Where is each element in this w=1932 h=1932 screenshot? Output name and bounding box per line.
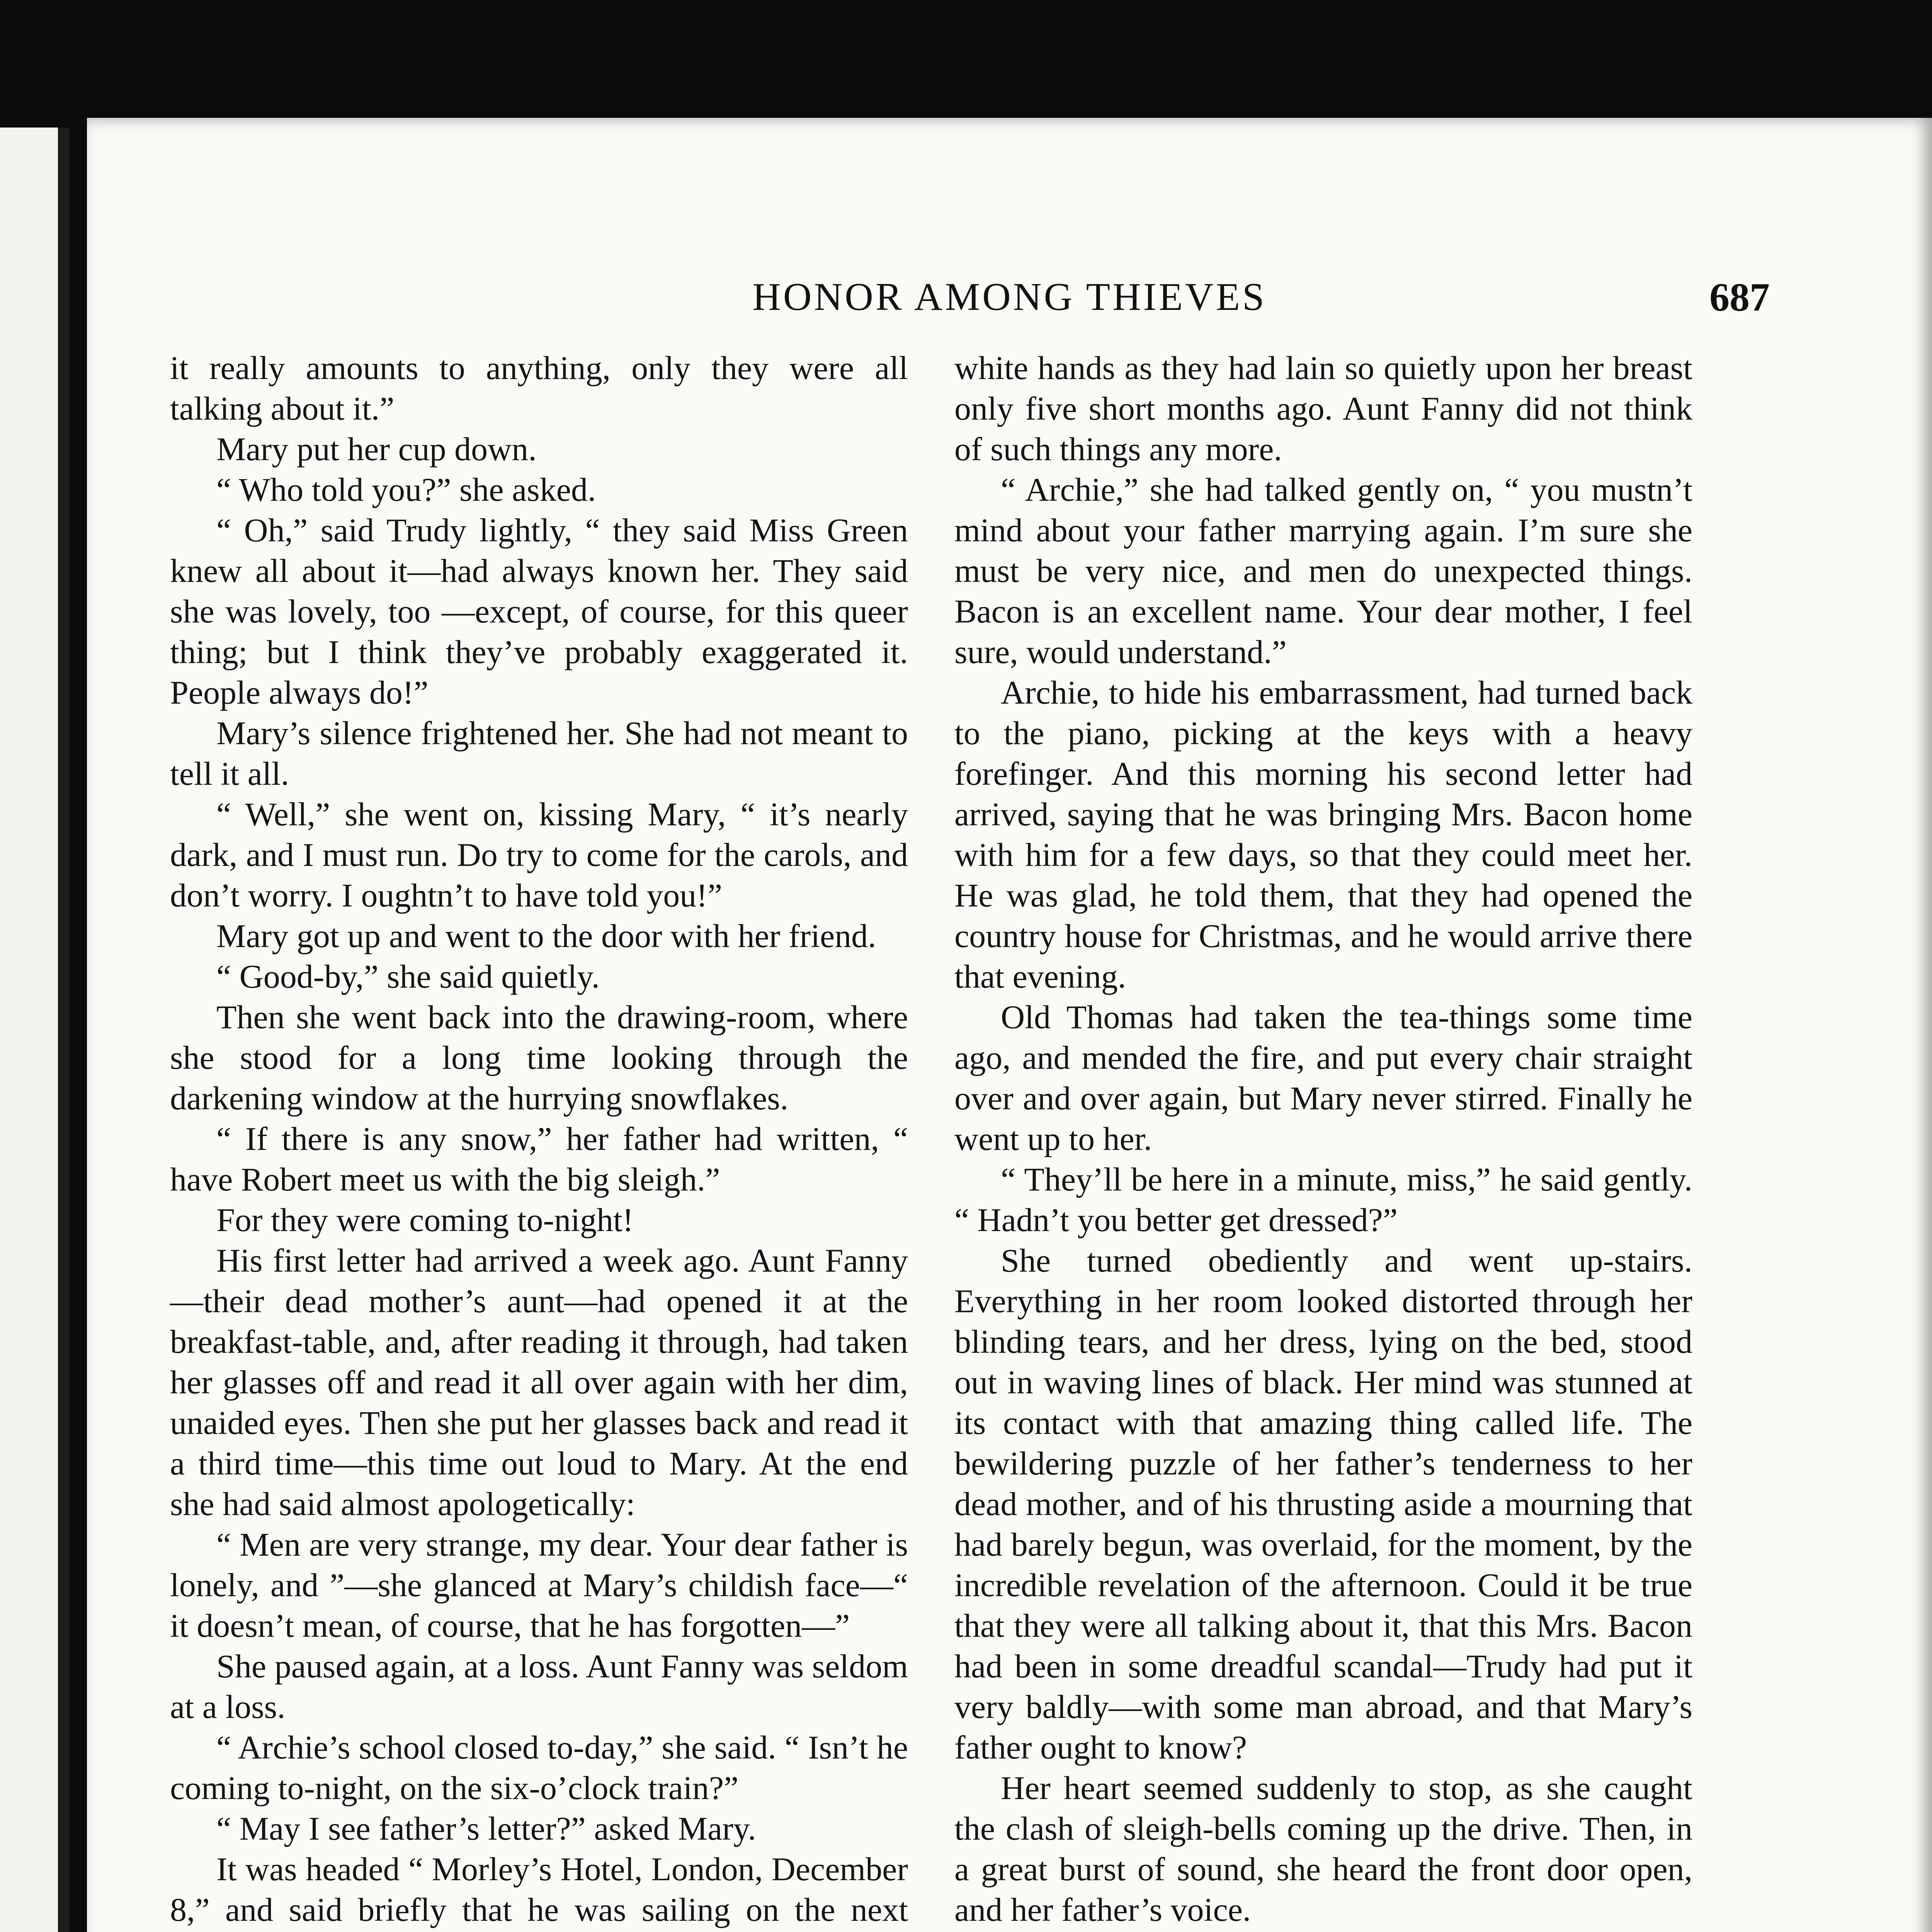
- paragraph: She paused again, at a loss. Aunt Fanny was seldom at a loss.: [170, 1648, 908, 1725]
- page-header: [87, 274, 1932, 332]
- running-title: HONOR AMONG THIEVES: [752, 275, 1267, 319]
- paragraph: Mary’s silence frightened her. She had not meant to tell it all.: [170, 714, 908, 792]
- paragraph: Mary put her cup down.: [216, 430, 537, 468]
- paragraph: “ If there is any snow,” her father had written, “ have Robert meet us with the big sleigh.”: [170, 1120, 908, 1198]
- paragraph: She turned obediently and went up-stairs. Everything in her room looked distorted through her blinding tears, and her dress, lying on the bed, stood out in waving lines of black. Her mind was stunned at its contact with that amazing thing called life. The bewildering puzzle of her father’s tenderness to her dead mother, and of his thrusting aside a mourning that had barely begun, was overlaid, for the moment, by the incredible revelation of the afternoon. Could it be true that they were all talking about it, that this Mrs. Bacon had been in some dreadful scandal—Trudy had put it very baldly—with some man abroad, and that Mary’s father ought to know?: [954, 1242, 1692, 1766]
- right-column: [954, 348, 1692, 1932]
- paragraph: Old Thomas had taken the tea-things some time ago, and mended the fire, and put every chair straight over and over again, but Mary never stirred. Finally he went up to her.: [954, 998, 1692, 1157]
- paragraph: “ Archie,” she had talked gently on, “ you mustn’t mind about your father marrying again. I’m sure she must be very nice, and men do unexpected things. Bacon is an excellent name. Your dear mother, I feel sure, would understand.”: [954, 471, 1692, 670]
- paragraph: It was headed “ Morley’s Hotel, London, December 8,” and said briefly that he was sailing on the next: [170, 1850, 908, 1928]
- paragraph: For they were coming to-night!: [216, 1201, 634, 1238]
- paragraph: His first letter had arrived a week ago. Aunt Fanny—their dead mother’s aunt—had opened it at the breakfast-table, and, after reading it through, had taken her glasses off and read it all over again with her dim, unaided eyes. Then she put her glasses back and read it a third time—this time out loud to Mary. At the end she had said almost apologetically:: [170, 1242, 908, 1522]
- paragraph: “ Well,” she went on, kissing Mary, “ it’s nearly dark, and I must run. Do try to come for the carols, and don’t worry. I oughtn’t to have told you!”: [170, 796, 908, 914]
- paragraph: Mary got up and went to the door with her friend.: [216, 917, 876, 954]
- paragraph: Archie, to hide his embarrassment, had turned back to the piano, picking at the keys with a heavy forefinger. And this morning his second letter had arrived, saying that he was bringing Mrs. Bacon home with him for a few days, so that they could meet her. He was glad, he told them, that they had opened the country house for Christmas, and he would arrive there that evening.: [954, 674, 1692, 995]
- paragraph: [954, 1930, 1692, 1932]
- paragraph: “ May I see father’s letter?” asked Mary.: [216, 1810, 756, 1847]
- paragraph: white hands as they had lain so quietly upon her breast only five short months ago. Aunt Fanny did not think of such things any more.: [954, 349, 1692, 468]
- page-number: 687: [1709, 275, 1770, 320]
- right-column-before-section: [954, 348, 1692, 1932]
- paragraph: “ Oh,” said Trudy lightly, “ they said Miss Green knew all about it—had always known her. They said she was lovely, too —except, of course, for this queer thing; but I think they’ve probably exaggerated it. People always do!”: [170, 512, 908, 711]
- paragraph: “ Good-by,” she said quietly.: [216, 958, 600, 995]
- paragraph: “ Who told you?” she asked.: [216, 471, 596, 508]
- facing-page-edge: [0, 128, 70, 1932]
- paragraph: it really amounts to anything, only they were all talking about it.”: [170, 349, 908, 427]
- paragraph: “ Men are very strange, my dear. Your dear father is lonely, and ”—she glanced at Mary’s childish face—“ it doesn’t mean, of course, that he has forgotten—”: [170, 1526, 908, 1644]
- paragraph: “ They’ll be here in a minute, miss,” he said gently. “ Hadn’t you better get dressed?”: [954, 1161, 1692, 1238]
- paragraph: “ Archie’s school closed to-day,” she said. “ Isn’t he coming to-night, on the six-o’clock train?”: [170, 1729, 908, 1806]
- paragraph: Her heart seemed suddenly to stop, as she caught the clash of sleigh-bells coming up the drive. Then, in a great burst of sound, she heard the front door open, and her father’s voice.: [954, 1769, 1692, 1928]
- left-column: [170, 348, 908, 1932]
- text-columns: [170, 348, 1692, 1932]
- paragraph: Then she went back into the drawing-room, where she stood for a long time looking through the darkening window at the hurrying snowflakes.: [170, 998, 908, 1117]
